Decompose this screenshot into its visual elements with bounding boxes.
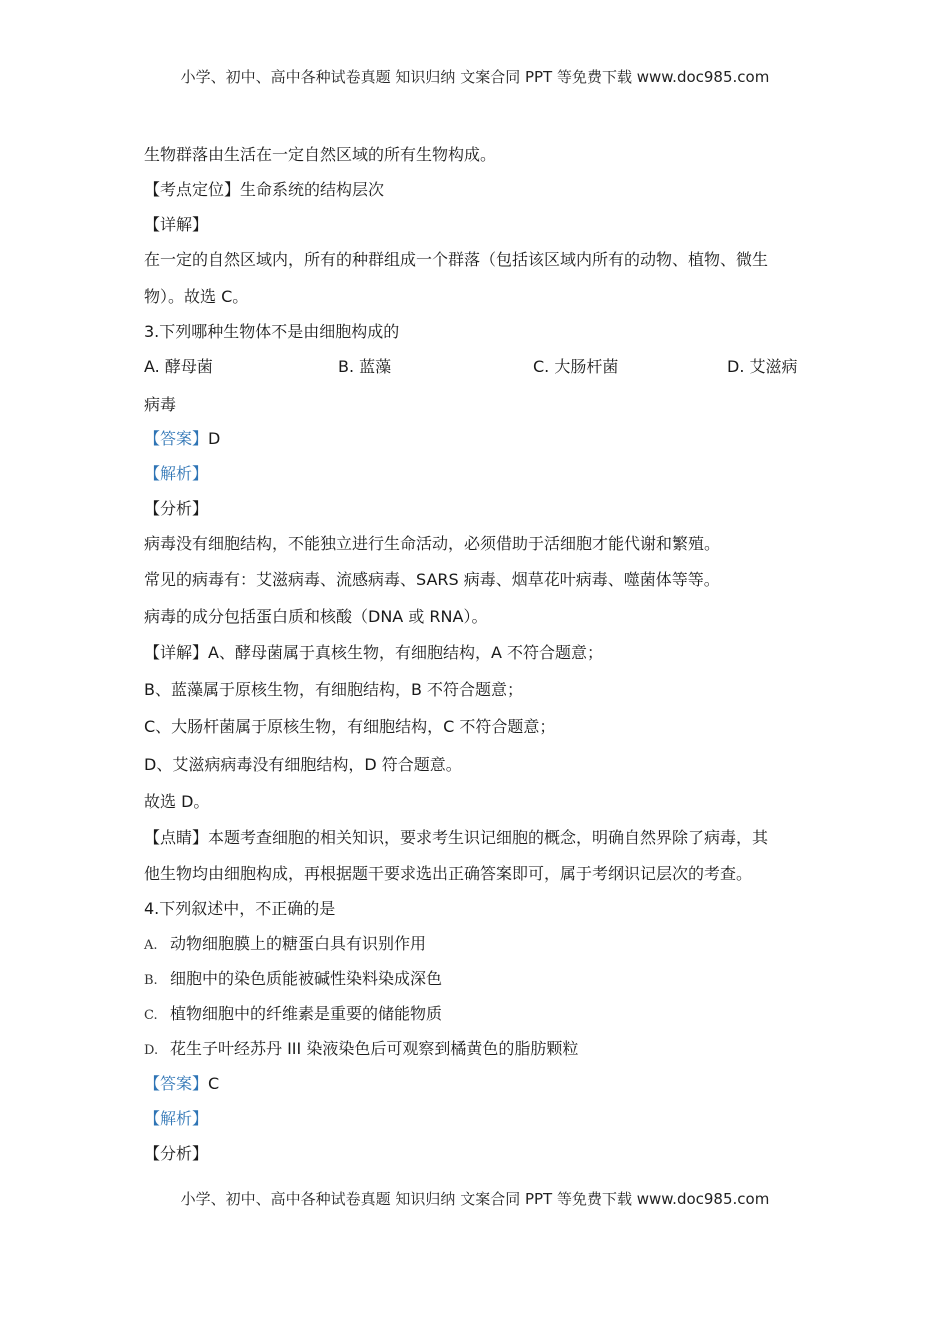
dianjing-line: 【点睛】本题考查细胞的相关知识，要求考生识记细胞的概念，明确自然界除了病毒，其 <box>144 828 769 847</box>
fenxi-label: 【分析】 <box>144 1144 209 1163</box>
text-line: 常见的病毒有：艾滋病毒、流感病毒、SARS 病毒、烟草花叶病毒、噬菌体等等。 <box>144 570 720 589</box>
text-line: 物）。故选 C。 <box>144 287 249 306</box>
option-letter: D. <box>144 1043 159 1058</box>
q4-option-c <box>144 1003 442 1027</box>
option-text: 花生子叶经苏丹 III 染液染色后可观察到橘黄色的脂肪颗粒 <box>170 1039 579 1058</box>
question-3-stem: 3.下列哪种生物体不是由细胞构成的 <box>144 322 400 341</box>
text-line: 他生物均由细胞构成，再根据题干要求选出正确答案即可，属于考纲识记层次的考查。 <box>144 864 753 883</box>
q4-option-d <box>144 1038 578 1062</box>
q3-answer-line <box>144 428 220 450</box>
text-line: 在一定的自然区域内，所有的种群组成一个群落（包括该区域内所有的动物、植物、微生 <box>144 250 769 269</box>
option-text: 细胞中的染色质能被碱性染料染成深色 <box>170 969 443 988</box>
fenxi-label: 【分析】 <box>144 499 209 518</box>
jiexi-label: 【解析】 <box>144 1109 209 1128</box>
option-letter: C. <box>144 1008 158 1023</box>
text-line: 【详解】A、酵母菌属于真核生物，有细胞结构，A 不符合题意； <box>144 643 603 662</box>
q3-option-a: A. 酵母菌 <box>144 357 213 376</box>
text-line: 生物群落由生活在一定自然区域的所有生物构成。 <box>144 145 497 164</box>
page-footer: 小学、初中、高中各种试卷真题 知识归纳 文案合同 PPT 等免费下载 www.doc985.com <box>180 1190 770 1208</box>
answer-value: C <box>208 1074 220 1093</box>
q3-option-d: D. 艾滋病 <box>727 357 798 376</box>
text-line: D、艾滋病病毒没有细胞结构，D 符合题意。 <box>144 755 462 774</box>
q3-option-d-cont: 病毒 <box>144 395 177 414</box>
q3-option-c: C. 大肠杆菌 <box>533 357 619 376</box>
option-text: 植物细胞中的纤维素是重要的储能物质 <box>170 1004 443 1023</box>
question-4-stem: 4.下列叙述中，不正确的是 <box>144 899 336 918</box>
page-header: 小学、初中、高中各种试卷真题 知识归纳 文案合同 PPT 等免费下载 www.doc985.com <box>180 68 770 86</box>
q4-option-b <box>144 968 442 992</box>
text-line: 故选 D。 <box>144 792 210 811</box>
text-line: 病毒的成分包括蛋白质和核酸（DNA 或 RNA）。 <box>144 607 488 626</box>
answer-label: 【答案】 <box>144 429 209 448</box>
q3-option-b: B. 蓝藻 <box>338 357 392 376</box>
q4-option-a <box>144 933 426 957</box>
option-letter: A. <box>144 938 158 953</box>
xiangjie-label: 【详解】 <box>144 215 209 234</box>
jiexi-label: 【解析】 <box>144 464 209 483</box>
answer-label: 【答案】 <box>144 1074 209 1093</box>
option-text: 动物细胞膜上的糖蛋白具有识别作用 <box>170 934 427 953</box>
text-line: B、蓝藻属于原核生物，有细胞结构，B 不符合题意； <box>144 680 524 699</box>
q4-answer-line <box>144 1073 219 1095</box>
answer-value: D <box>208 429 221 448</box>
kaodian-line: 【考点定位】生命系统的结构层次 <box>144 180 385 199</box>
option-letter: B. <box>144 973 158 988</box>
text-line: C、大肠杆菌属于原核生物，有细胞结构，C 不符合题意； <box>144 717 556 736</box>
text-line: 病毒没有细胞结构，不能独立进行生命活动，必须借助于活细胞才能代谢和繁殖。 <box>144 534 721 553</box>
